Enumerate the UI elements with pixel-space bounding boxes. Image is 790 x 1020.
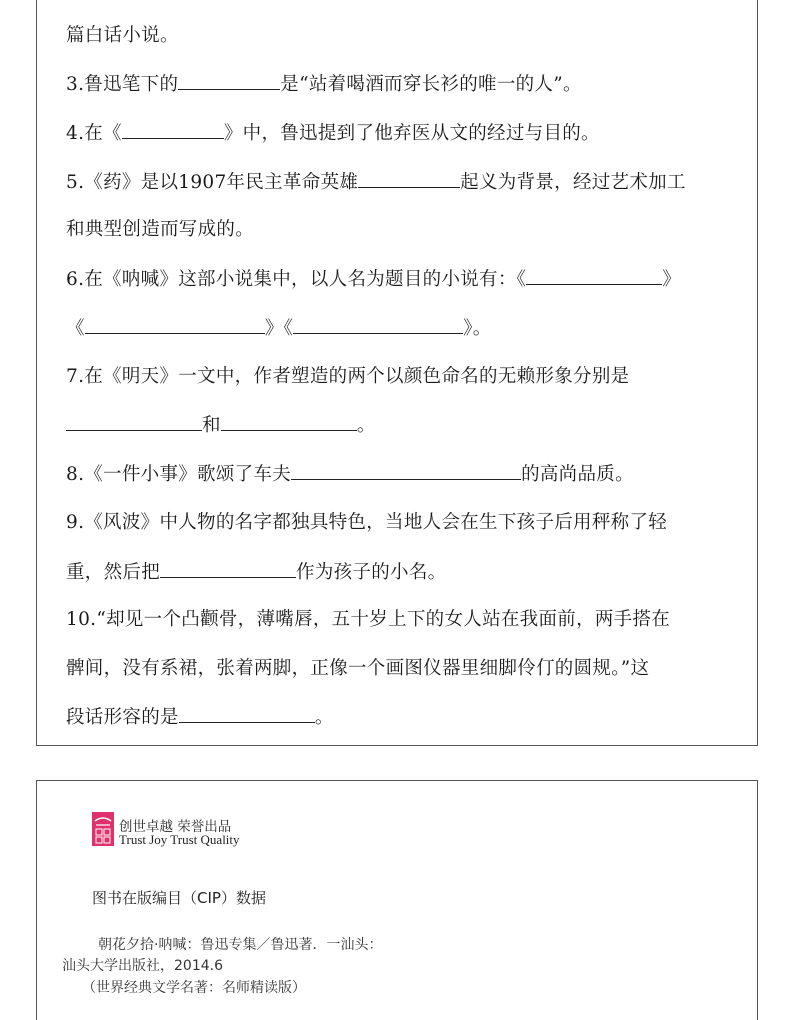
q6-text-pre: 6.在《呐喊》这部小说集中，以人名为题目的小说有：《 — [66, 269, 527, 290]
question-5-cont — [66, 218, 254, 242]
q9-text-pre: 重，然后把 — [66, 562, 161, 583]
question-3 — [66, 72, 582, 97]
q8-text-post: 的高尚品质。 — [521, 464, 634, 485]
q7-text-line1: 7.在《明天》一文中，作者塑造的两个以颜色命名的无赖形象分别是 — [66, 366, 630, 387]
answer-blank[interactable] — [291, 462, 521, 480]
q10-text-line2: 髀间，没有系裙，张着两脚，正像一个画图仪器里细脚伶仃的圆规。”这 — [66, 658, 650, 679]
exercise-line-cont — [66, 24, 179, 48]
q5-text-pre: 5.《药》是以1907年民主革命英雄 — [66, 172, 359, 193]
q4-text-post: 》中，鲁迅提到了他弃医从文的经过与目的。 — [223, 123, 600, 144]
q9-text-line1: 9.《风波》中人物的名字都独具特色，当地人会在生下孩子后用秤称了轻 — [66, 512, 668, 533]
question-9 — [66, 511, 667, 535]
question-7-cont — [66, 413, 376, 438]
question-10 — [66, 608, 670, 632]
q3-text-post: 是“站着喝酒而穿长衫的唯一的人”。 — [280, 74, 582, 95]
question-5 — [66, 170, 686, 195]
q7-text-end: 。 — [356, 415, 376, 436]
question-8 — [66, 462, 634, 487]
question-10-cont2 — [66, 705, 334, 730]
q9-text-post: 作为孩子的小名。 — [296, 562, 447, 583]
answer-blank[interactable] — [526, 267, 662, 285]
q6-text-l2-b: 》《 — [264, 318, 294, 339]
cip-line-1: 朝花夕拾·呐喊：鲁迅专集／鲁迅著．一汕头： — [98, 937, 383, 953]
answer-blank[interactable] — [85, 316, 265, 334]
q7-text-mid: 和 — [202, 415, 221, 436]
q6-text-post: 》 — [662, 269, 682, 290]
q10-text-pre: 段话形容的是 — [66, 707, 179, 728]
question-10-cont — [66, 657, 649, 681]
question-4 — [66, 121, 600, 146]
q10-text-end: 。 — [314, 707, 334, 728]
question-6 — [66, 267, 681, 292]
q3-text-pre: 3.鲁迅笔下的 — [66, 74, 179, 95]
answer-blank[interactable] — [122, 121, 224, 139]
question-6-cont — [66, 316, 492, 341]
publisher-slogan-cn: 创世卓越 荣誉出品 — [119, 819, 232, 835]
q6-text-l2-a: 《 — [66, 318, 85, 339]
question-7 — [66, 365, 629, 389]
answer-blank[interactable] — [66, 413, 202, 431]
q5-text-post: 起义为背景，经过艺术加工 — [460, 172, 686, 193]
q10-text-line1: 10.“却见一个凸颧骨，薄嘴唇，五十岁上下的女人站在我面前，两手搭在 — [66, 609, 671, 630]
question-9-cont — [66, 560, 446, 585]
publisher-slogan-en: Trust Joy Trust Quality — [119, 832, 240, 847]
answer-blank[interactable] — [358, 170, 460, 188]
cip-line-3: （世界经典文学名著：名师精读版） — [82, 980, 306, 996]
q8-text-pre: 8.《一件小事》歌颂了车夫 — [66, 464, 292, 485]
answer-blank[interactable] — [221, 413, 357, 431]
publisher-logo-icon — [92, 812, 114, 846]
cip-title: 图书在版编目（CIP）数据 — [92, 889, 266, 907]
q6-text-l2-c: 》。 — [463, 318, 492, 339]
answer-blank[interactable] — [179, 705, 315, 723]
cip-line-2: 汕头大学出版社，2014.6 — [62, 958, 223, 974]
answer-blank[interactable] — [178, 72, 280, 90]
exercise-text: 篇白话小说。 — [66, 25, 179, 46]
q5-text-line2: 和典型创造而写成的。 — [66, 219, 255, 240]
answer-blank[interactable] — [160, 560, 296, 578]
answer-blank[interactable] — [293, 316, 463, 334]
q4-text-pre: 4.在《 — [66, 123, 122, 144]
